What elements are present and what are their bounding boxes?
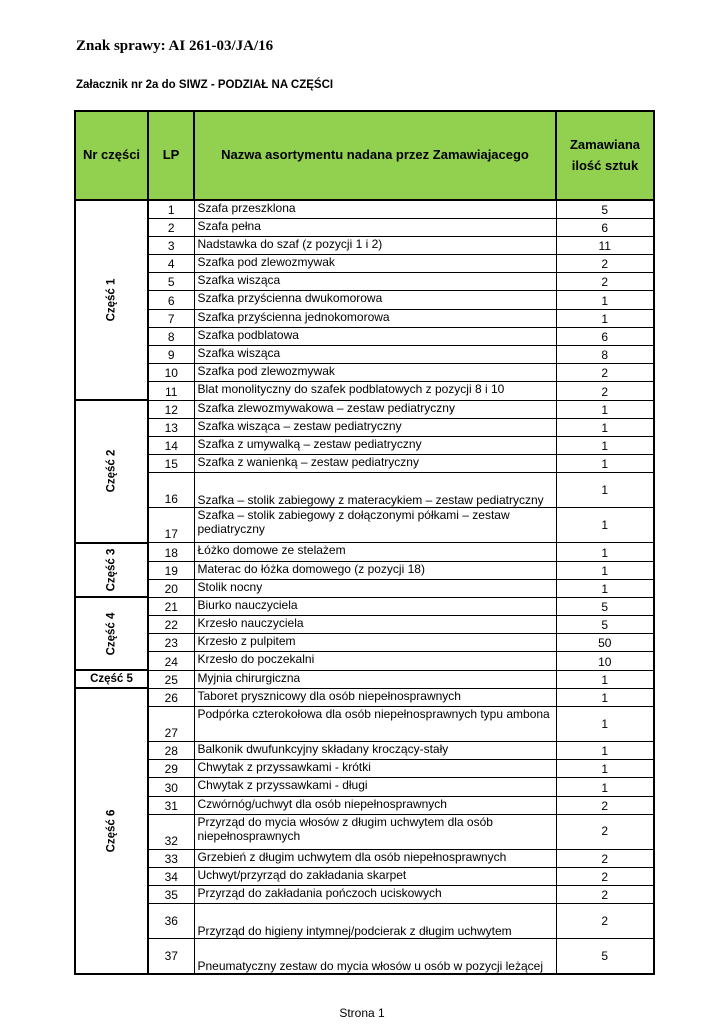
row-name: Chwytak z przyssawkami - długi [194, 778, 556, 796]
row-qty: 2 [556, 255, 654, 273]
row-qty: 1 [556, 418, 654, 436]
row-lp: 34 [148, 867, 194, 885]
row-lp: 16 [148, 473, 194, 508]
table-row [75, 273, 654, 291]
part-label [75, 543, 148, 598]
row-name: Szafka – stolik zabiegowy z materacykiem – zestaw pediatryczny [194, 473, 556, 508]
table-row [75, 939, 654, 974]
table-row [75, 255, 654, 273]
table-row [75, 886, 654, 904]
row-qty: 1 [556, 579, 654, 597]
table-row [75, 904, 654, 939]
part-label-text: Część 3 [105, 548, 118, 592]
row-qty: 2 [556, 796, 654, 814]
row-lp: 32 [148, 814, 194, 849]
table-row [75, 455, 654, 473]
row-qty: 1 [556, 508, 654, 543]
row-lp: 33 [148, 849, 194, 867]
table-row [75, 579, 654, 597]
row-qty: 1 [556, 670, 654, 688]
row-qty: 2 [556, 849, 654, 867]
row-qty: 5 [556, 200, 654, 218]
table-row [75, 309, 654, 327]
table-row [75, 218, 654, 236]
table-row [75, 867, 654, 885]
row-lp: 36 [148, 904, 194, 939]
part-label [75, 688, 148, 974]
row-lp: 11 [148, 382, 194, 400]
part-label-text: Część 5 [90, 673, 133, 686]
row-qty: 1 [556, 543, 654, 561]
row-lp: 1 [148, 200, 194, 218]
part-label [75, 597, 148, 670]
row-qty: 6 [556, 327, 654, 345]
table-row [75, 327, 654, 345]
table-row [75, 778, 654, 796]
row-name: Przyrząd do zakładania pończoch uciskowych [194, 886, 556, 904]
row-name: Czwórnóg/uchwyt dla osób niepełnosprawnych [194, 796, 556, 814]
table-row [75, 561, 654, 579]
row-name: Łóżko domowe ze stelażem [194, 543, 556, 561]
row-name: Biurko nauczyciela [194, 597, 556, 615]
row-qty: 1 [556, 778, 654, 796]
row-lp: 22 [148, 616, 194, 634]
table-row [75, 436, 654, 454]
row-name: Szafka wisząca [194, 346, 556, 364]
row-name: Pneumatyczny zestaw do mycia włosów u osób w pozycji leżącej [194, 939, 556, 974]
row-qty: 11 [556, 236, 654, 254]
row-name: Szafa pełna [194, 218, 556, 236]
table-row [75, 200, 654, 218]
table-row [75, 364, 654, 382]
row-qty: 1 [556, 561, 654, 579]
table-row [75, 473, 654, 508]
table-row [75, 418, 654, 436]
row-qty: 2 [556, 867, 654, 885]
row-name: Nadstawka do szaf (z pozycji 1 i 2) [194, 236, 556, 254]
header-name: Nazwa asortymentu nadana przez Zamawiajacego [194, 111, 556, 200]
part-label [75, 670, 148, 688]
table-row [75, 634, 654, 652]
header-qty: Zamawiana ilość sztuk [556, 111, 654, 200]
row-lp: 10 [148, 364, 194, 382]
header-part: Nr części [75, 111, 148, 200]
table-header-row [75, 111, 654, 200]
parts-table [74, 110, 655, 975]
row-name: Materac do łóżka domowego (z pozycji 18) [194, 561, 556, 579]
row-lp: 23 [148, 634, 194, 652]
row-name: Myjnia chirurgiczna [194, 670, 556, 688]
row-name: Szafka z wanienką – zestaw pediatryczny [194, 455, 556, 473]
row-qty: 2 [556, 273, 654, 291]
part-label [75, 200, 148, 400]
row-name: Szafa przeszklona [194, 200, 556, 218]
row-qty: 1 [556, 436, 654, 454]
row-qty: 2 [556, 904, 654, 939]
part-label-text: Część 1 [105, 278, 118, 322]
header-lp: LP [148, 111, 194, 200]
row-name: Krzesło do poczekalni [194, 652, 556, 670]
row-qty: 5 [556, 939, 654, 974]
row-name: Szafka pod zlewozmywak [194, 255, 556, 273]
row-name: Uchwyt/przyrząd do zakładania skarpet [194, 867, 556, 885]
row-lp: 28 [148, 742, 194, 760]
row-lp: 29 [148, 760, 194, 778]
row-qty: 50 [556, 634, 654, 652]
row-name: Stolik nocny [194, 579, 556, 597]
row-qty: 1 [556, 400, 654, 418]
row-name: Szafka przyścienna dwukomorowa [194, 291, 556, 309]
row-qty: 1 [556, 473, 654, 508]
row-qty: 1 [556, 291, 654, 309]
row-qty: 2 [556, 382, 654, 400]
row-qty: 5 [556, 597, 654, 615]
row-lp: 3 [148, 236, 194, 254]
row-lp: 6 [148, 291, 194, 309]
row-lp: 26 [148, 688, 194, 706]
table-row [75, 291, 654, 309]
row-lp: 2 [148, 218, 194, 236]
row-name: Przyrząd do mycia włosów z długim uchwytem dla osób niepełnosprawnych [194, 814, 556, 849]
row-name: Szafka zlewozmywakowa – zestaw pediatryczny [194, 400, 556, 418]
row-lp: 24 [148, 652, 194, 670]
row-name: Szafka przyścienna jednokomorowa [194, 309, 556, 327]
row-lp: 14 [148, 436, 194, 454]
row-name: Podpórka czterokołowa dla osób niepełnosprawnych typu ambona [194, 707, 556, 742]
table-row [75, 597, 654, 615]
row-lp: 31 [148, 796, 194, 814]
row-qty: 8 [556, 346, 654, 364]
row-qty: 2 [556, 814, 654, 849]
row-lp: 18 [148, 543, 194, 561]
row-lp: 30 [148, 778, 194, 796]
case-number: Znak sprawy: AI 261-03/JA/16 [76, 38, 274, 54]
row-lp: 13 [148, 418, 194, 436]
table-row [75, 346, 654, 364]
row-name: Krzesło z pulpitem [194, 634, 556, 652]
row-lp: 5 [148, 273, 194, 291]
row-lp: 7 [148, 309, 194, 327]
row-qty: 1 [556, 688, 654, 706]
row-qty: 10 [556, 652, 654, 670]
row-name: Blat monolityczny do szafek podblatowych z pozycji 8 i 10 [194, 382, 556, 400]
row-lp: 37 [148, 939, 194, 974]
row-name: Przyrząd do higieny intymnej/podcierak z długim uchwytem [194, 904, 556, 939]
row-qty: 1 [556, 742, 654, 760]
row-lp: 17 [148, 508, 194, 543]
table-row [75, 508, 654, 543]
row-lp: 9 [148, 346, 194, 364]
row-name: Grzebień z długim uchwytem dla osób niepełnosprawnych [194, 849, 556, 867]
row-name: Balkonik dwufunkcyjny składany kroczący-stały [194, 742, 556, 760]
row-lp: 20 [148, 579, 194, 597]
row-lp: 19 [148, 561, 194, 579]
table-row [75, 760, 654, 778]
table-row [75, 670, 654, 688]
row-lp: 15 [148, 455, 194, 473]
row-qty: 1 [556, 707, 654, 742]
row-qty: 2 [556, 364, 654, 382]
row-name: Krzesło nauczyciela [194, 616, 556, 634]
table-row [75, 616, 654, 634]
row-lp: 21 [148, 597, 194, 615]
row-name: Szafka – stolik zabiegowy z dołączonymi półkami – zestaw pediatryczny [194, 508, 556, 543]
row-qty: 5 [556, 616, 654, 634]
row-qty: 6 [556, 218, 654, 236]
page-number: Strona 1 [339, 1006, 385, 1020]
row-qty: 1 [556, 760, 654, 778]
table-row [75, 796, 654, 814]
table-row [75, 400, 654, 418]
part-label-text: Część 4 [105, 612, 118, 656]
row-lp: 35 [148, 886, 194, 904]
row-name: Szafka wisząca – zestaw pediatryczny [194, 418, 556, 436]
attachment-title: Załacznik nr 2a do SIWZ - PODZIAŁ NA CZĘŚCI [76, 79, 334, 91]
row-name: Szafka z umywalką – zestaw pediatryczny [194, 436, 556, 454]
row-lp: 27 [148, 707, 194, 742]
table-row [75, 849, 654, 867]
row-name: Chwytak z przyssawkami - krótki [194, 760, 556, 778]
row-name: Szafka pod zlewozmywak [194, 364, 556, 382]
table-row [75, 543, 654, 561]
row-name: Szafka wisząca [194, 273, 556, 291]
part-label-text: Część 2 [105, 450, 118, 493]
table-row [75, 688, 654, 706]
table-row [75, 652, 654, 670]
row-lp: 4 [148, 255, 194, 273]
table-body [75, 200, 654, 974]
row-lp: 8 [148, 327, 194, 345]
row-qty: 1 [556, 309, 654, 327]
table-row [75, 742, 654, 760]
row-name: Taboret prysznicowy dla osób niepełnosprawnych [194, 688, 556, 706]
table-row [75, 236, 654, 254]
row-lp: 25 [148, 670, 194, 688]
part-label-text: Część 6 [105, 809, 118, 853]
table-row [75, 707, 654, 742]
table-row [75, 382, 654, 400]
row-qty: 2 [556, 886, 654, 904]
row-lp: 12 [148, 400, 194, 418]
row-qty: 1 [556, 455, 654, 473]
table-row [75, 814, 654, 849]
part-label [75, 400, 148, 543]
row-name: Szafka podblatowa [194, 327, 556, 345]
